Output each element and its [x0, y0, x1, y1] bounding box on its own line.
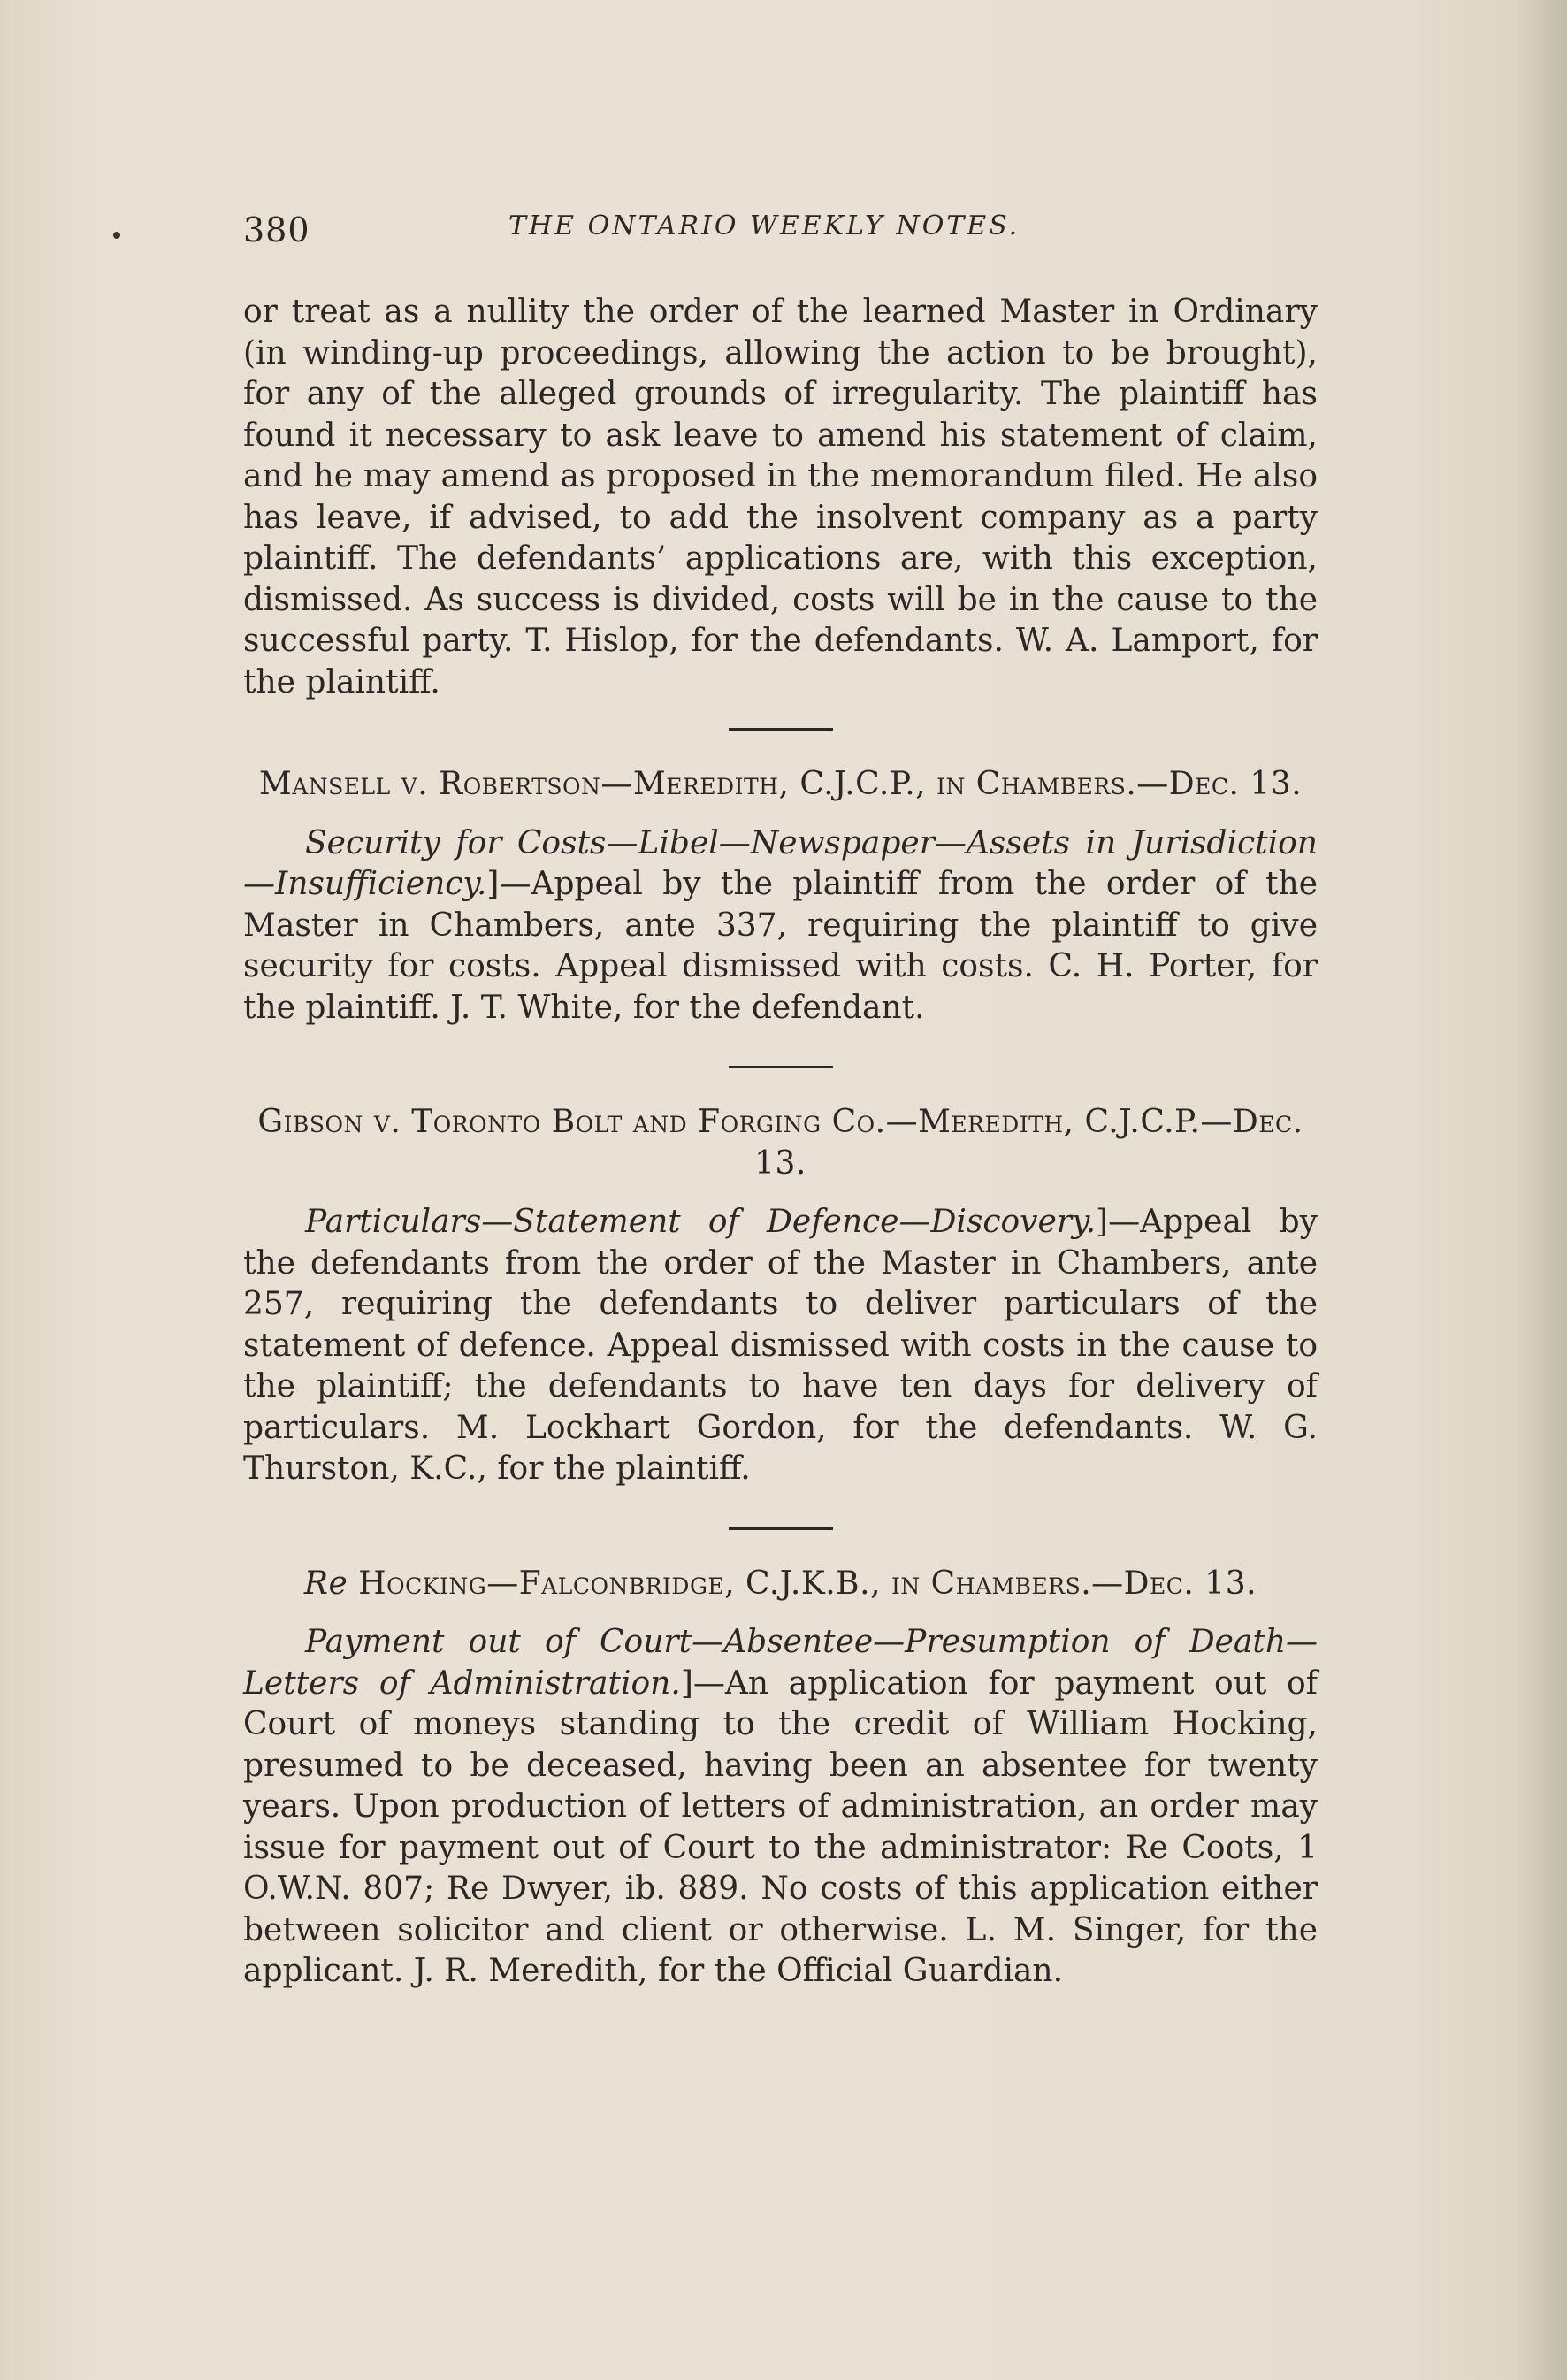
case-title-mansell: Mansell v. Robertson—Meredith, C.J.C.P., in Chambers.—Dec. 13.	[258, 766, 1303, 802]
case-body-gibson	[243, 1202, 1318, 1490]
text-hocking: ]—An application for payment out of Court of moneys standing to the credit of William Hocking, presumed to be deceased, having been an absentee for twenty years. Upon production of letters of administration, an order may issue for payment out of Court to the administrator: Re Coots, 1 O.W.N. 807; Re Dwyer, ib. 889. No costs of this application either between solicitor and client or otherwise. L. M. Singer, for the applicant. J. R. Meredith, for the Official Guardian.	[243, 1664, 1319, 1989]
catchwords-hocking: Payment out of Court—Absentee—Presumption of Death—Letters of Administration.	[243, 1624, 1318, 1702]
case-body-hocking	[243, 1622, 1318, 1993]
ink-dot	[113, 232, 120, 239]
running-head: THE ONTARIO WEEKLY NOTES.	[508, 210, 1020, 241]
case-body-mansell	[243, 823, 1318, 1029]
page-header	[243, 210, 1322, 255]
case-name-hocking: Hocking—Falconbridge, C.J.K.B., in Chambers.—Dec. 13.	[348, 1565, 1257, 1602]
case-title-gibson: Gibson v. Toronto Bolt and Forging Co.—Meredith, C.J.C.P.—Dec. 13.	[257, 1104, 1303, 1182]
case-prefix-re: Re	[303, 1565, 348, 1602]
intro-paragraph: or treat as a nullity the order of the learned Master in Ordinary (in winding-up proceedings, allowing the action to be brought), for any of the alleged grounds of irregularity. The plaintiff has found it necessary to ask leave to amend his statement of claim, and he may amend as proposed in the memorandum filed. He also has leave, if advised, to add the insolvent company as a party plaintiff. The defendants’ applications are, with this exception, dismissed. As success is divided, costs will be in the cause to the successful party. T. Hislop, for the defendants. W. A. Lamport, for the plaintiff.	[243, 294, 1318, 700]
text-mansell: ]—Appeal by the plaintiff from the order of the Master in Chambers, ante 337, requiring the plaintiff to give security for costs. Appeal dismissed with costs. C. H. Porter, for the plaintiff. J. T. White, for the defendant.	[243, 866, 1318, 1026]
catchwords-gibson: Particulars—Statement of Defence—Discovery.	[305, 1204, 1097, 1240]
case-title-hocking	[243, 1564, 1318, 1605]
catchwords-mansell: Security for Costs—Libel—Newspaper—Assets in Jurisdiction—Insufficiency.	[243, 824, 1318, 902]
page-number: 380	[243, 210, 310, 249]
spine-shadow	[1514, 0, 1567, 2380]
text-gibson: ]—Appeal by the defendants from the order of the Master in Chambers, ante 257, requiring the defendants to deliver particulars of the statement of defence. Appeal dismissed with costs in the cause to the plaintiff; the defendants to have ten days for delivery of particulars. M. Lockhart Gordon, for the defendants. W. G. Thurston, K.C., for the plaintiff.	[243, 1204, 1318, 1487]
page-body	[243, 292, 1318, 1993]
